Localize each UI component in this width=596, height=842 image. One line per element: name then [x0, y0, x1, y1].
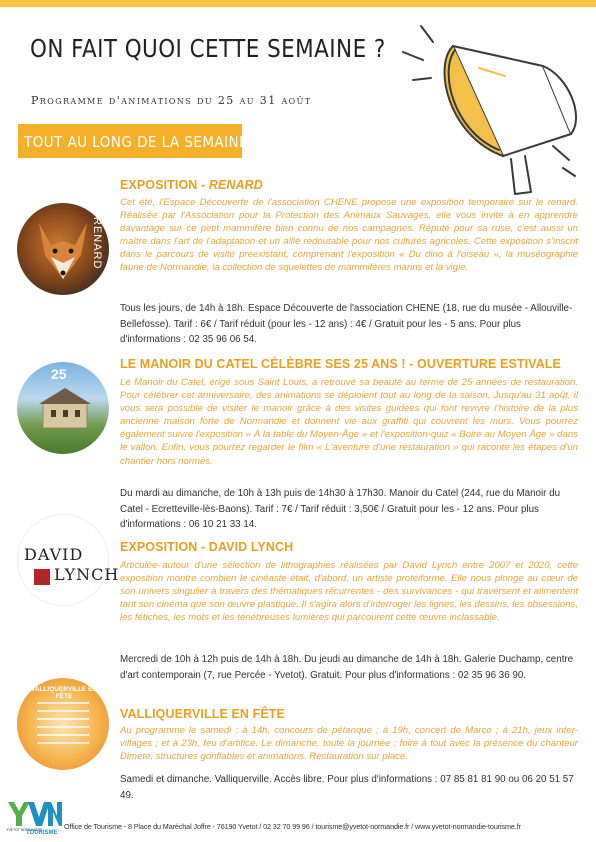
- event-title-emphasis: RENARD: [208, 178, 263, 192]
- event-title-text: LE MANOIR DU CATEL CÉLÈBRE SES 25 ANS ! - OUVERTURE ESTIVALE: [120, 357, 561, 371]
- event-desc-lynch: Articulée autour d'une sélection de lithographies réalisées par David Lynch entre 2007 et 2020, cette exposition montre combien le cinéaste était, d'abord, un artiste protéiforme. Elle nous plonge au cœur de son univers singulier à travers des thématiques récurrentes - des survivances - qui traversent et alimentent tant son cinéma que son œuvre plastique. Il s'agira alors d'interroger les lignes, les dessins, les obsessions, les fétiches, les mots et les ténébreuses lumières qui parcourent cette œuvre inclassable.: [120, 560, 578, 624]
- david-lynch-image-label-2: LYNCH: [54, 565, 120, 584]
- david-lynch-image-label-1: DAVID: [24, 545, 84, 564]
- manoir-image-label: 25: [51, 366, 67, 382]
- renard-image-label: RENARD: [91, 217, 103, 270]
- logo-tourisme: TOURISME: [26, 830, 58, 836]
- event-desc-renard: Cet été, l'Espace Découverte de l'association CHENE propose une exposition temporaire sur le renard. Réalisée par l'Association pour la Protection des Animaux Sauvages, elle vous invite à en apprendre davantage sur ce petit mammifère bien connu de nos campagnes. Réputé pour sa ruse, c'est aussi un maître dans l'art de l'adaptation et un allié redoutable pour nos cultures agricoles. Cette exposition s'inscrit dans le parcours de visite préexistant, comprenant l'exposition « Du dino à l'oiseau », la muséographie faune de Normandie, la collection de squelettes de mammifères marins et la vigie.: [120, 197, 578, 274]
- event-info-manoir: Du mardi au dimanche, de 10h à 13h puis de 14h30 à 17h30. Manoir du Catel (244, rue du Manoir du Catel - Ecretteville-lès-Baons). Tarif : 7€ / Tarif réduit : 3,50€ / Gratuit pour les - 12 ans. Pour plus d'informations : 06 10 21 33 14.: [120, 488, 561, 530]
- event-title-manoir: [120, 357, 580, 371]
- event-title-text: EXPOSITION - DAVID LYNCH: [120, 540, 294, 554]
- manoir-image: [17, 362, 109, 454]
- yvetot-logo-icon: [6, 800, 62, 828]
- artwork-swatch: [34, 569, 50, 585]
- section-banner-label: TOUT AU LONG DE LA SEMAINE: [24, 133, 249, 151]
- event-desc-valliquerville: Au programme le samedi : à 14h, concours de pétanque ; à 19h, concert de Marco ; à 21h, jeux inter-villages ; et à 23h, feu d'artifice. Le dimanche, toute la journée : foire à tout avec la présence du chanteur Dimete, structures gonflables et animations. Restauration sur place.: [120, 725, 578, 763]
- top-accent-bar: [0, 0, 596, 7]
- event-info-valliquerville: Samedi et dimanche. Valliquerville. Accès libre. Pour plus d'informations : 07 85 81 81 90 ou 06 20 51 57 49.: [120, 774, 574, 801]
- poster-lines: [37, 702, 89, 746]
- tourism-logo[interactable]: [6, 800, 62, 838]
- event-title-prefix: EXPOSITION -: [120, 178, 209, 192]
- valliquerville-image: [17, 678, 109, 770]
- event-title-valliquerville: [120, 707, 580, 721]
- valliquerville-image-label: VALLIQUERVILLE EN FÊTE: [30, 686, 98, 700]
- footer-address: Office de Tourisme - 8 Place du Maréchal Joffre - 76190 Yvetot / 02 32 70 99 96 / tourisme@yvetot-normandie.fr / www.yvetot-normandie-tourisme.fr: [64, 822, 521, 831]
- page-title: ON FAIT QUOI CETTE SEMAINE ?: [30, 34, 386, 63]
- event-title-renard: [120, 178, 580, 192]
- event-info-renard: Tous les jours, de 14h à 18h. Espace Découverte de l'association CHENE (18, rue du musée - Allouville-Bellefosse). Tarif : 6€ / Tarif réduit (pour les - 12 ans) : 4€ / Gratuit pour les - 5 ans. Pour plus d'informations : 02 35 96 06 54.: [120, 303, 573, 345]
- event-desc-manoir: Le Manoir du Catel, érigé sous Saint Louis, a retrouvé sa beauté au terme de 25 années de restauration. Pour célébrer cet anniversaire, des animations se déploient tout au long de la saison. Jusqu'au 31 août, il vous sera possible de visiter le manoir grâce à des visites guidées qui font revivre l'histoire de la plus ancienne maison forte de Normandie et donnent vie aux graffiti qui couvrent les murs. Vous pourrez également suivre l'exposition « À la table du Moyen-Âge » et l'exposition-quiz « Boire au Moyen Âge » dans le vallon. Enfin, vous pourrez regarder le film « L'aventure d'une restauration » qui raconte les étapes d'un chantier hors normes.: [120, 377, 578, 467]
- event-title-text: VALLIQUERVILLE EN FÊTE: [120, 707, 285, 721]
- logo-caption: YVETOT NORMANDIE: [6, 828, 43, 832]
- event-title-lynch: [120, 540, 580, 554]
- renard-image: [17, 203, 109, 295]
- section-banner: [18, 124, 249, 158]
- page-subtitle: Programme d'animations du 25 au 31 août: [31, 94, 312, 107]
- event-info-lynch: Mercredi de 10h à 12h puis de 14h à 18h. Du jeudi au dimanche de 14h à 18h. Galerie Duchamp, centre d'art contemporain (7, rue Percée - Yvetot). Gratuit. Pour plus d'informations : 02 35 96 36 90.: [120, 654, 574, 681]
- david-lynch-image: [17, 514, 120, 606]
